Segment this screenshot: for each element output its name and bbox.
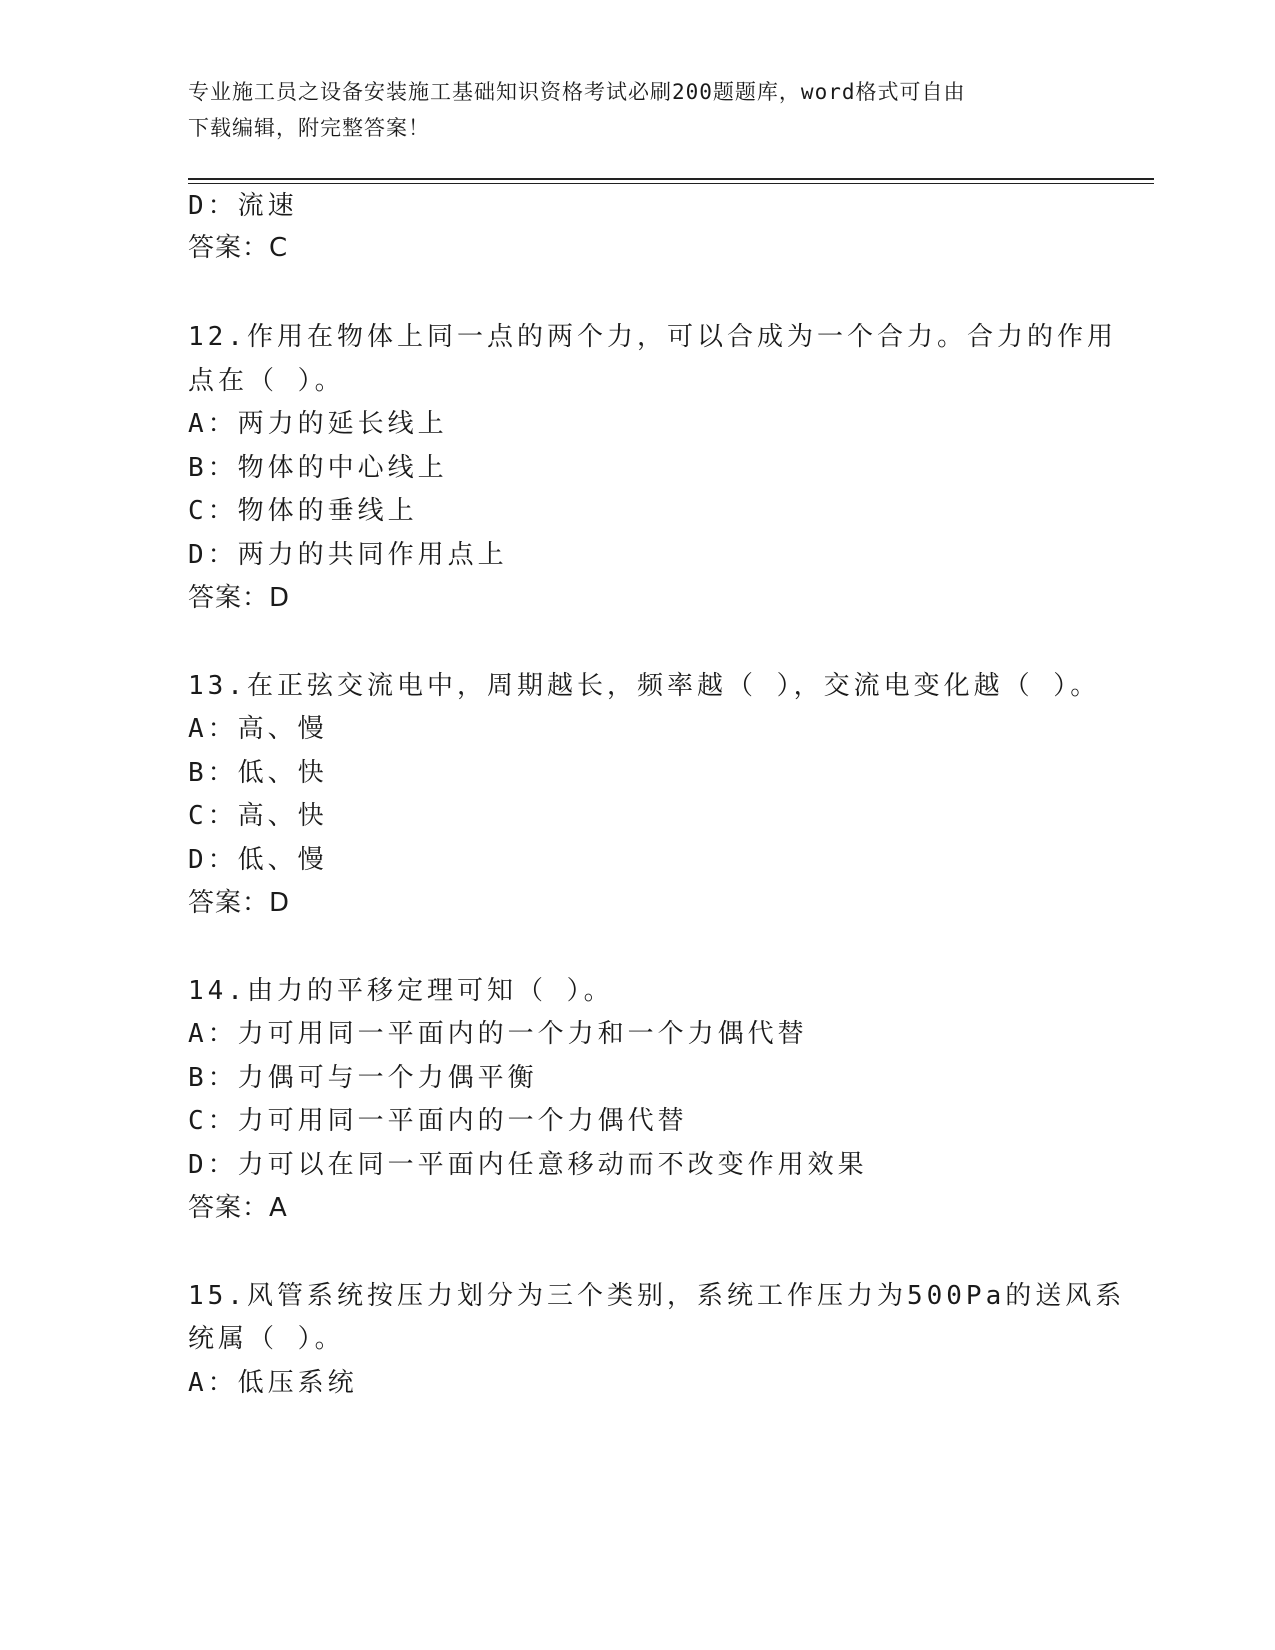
q13-option-d: D：低、慢 [188, 845, 328, 875]
q12-stem-line-1: 12.作用在物体上同一点的两个力，可以合成为一个合力。合力的作用 [188, 322, 1117, 352]
document-header [188, 74, 1088, 146]
header-divider-thin [188, 183, 1154, 184]
q14-option-c: C：力可用同一平面内的一个力偶代替 [188, 1106, 688, 1136]
header-line-2: 下载编辑，附完整答案！ [188, 116, 430, 140]
q13-option-b: B：低、快 [188, 758, 328, 788]
q12-option-b: B：物体的中心线上 [188, 453, 448, 483]
q14-stem: 14.由力的平移定理可知（ ）。 [188, 976, 614, 1006]
q15-stem-line-2: 统属（ ）。 [188, 1324, 345, 1354]
header-divider-thick [188, 178, 1154, 180]
q14-option-d: D：力可以在同一平面内任意移动而不改变作用效果 [188, 1150, 868, 1180]
q12-option-d: D：两力的共同作用点上 [188, 540, 508, 570]
header-line-1: 专业施工员之设备安装施工基础知识资格考试必刷200题题库，word格式可自由 [188, 80, 966, 104]
q14-option-a: A：力可用同一平面内的一个力和一个力偶代替 [188, 1019, 808, 1049]
q13-option-c: C：高、快 [188, 801, 328, 831]
q13-answer: 答案：D [188, 888, 291, 918]
q13-stem: 13.在正弦交流电中，周期越长，频率越（ ），交流电变化越（ ）。 [188, 671, 1101, 701]
q12-stem-line-2: 点在（ ）。 [188, 366, 345, 396]
q14-option-b: B：力偶可与一个力偶平衡 [188, 1063, 538, 1093]
q14-answer: 答案：A [188, 1193, 288, 1223]
q15-stem-line-1: 15.风管系统按压力划分为三个类别，系统工作压力为500Pa的送风系 [188, 1281, 1126, 1311]
q13-option-a: A：高、慢 [188, 714, 328, 744]
q15-option-a: A：低压系统 [188, 1368, 358, 1398]
q11-answer: 答案：C [188, 233, 289, 263]
q12-answer: 答案：D [188, 583, 291, 613]
q12-option-a: A：两力的延长线上 [188, 409, 448, 439]
q11-option-d: D：流速 [188, 191, 298, 221]
q12-option-c: C：物体的垂线上 [188, 496, 418, 526]
